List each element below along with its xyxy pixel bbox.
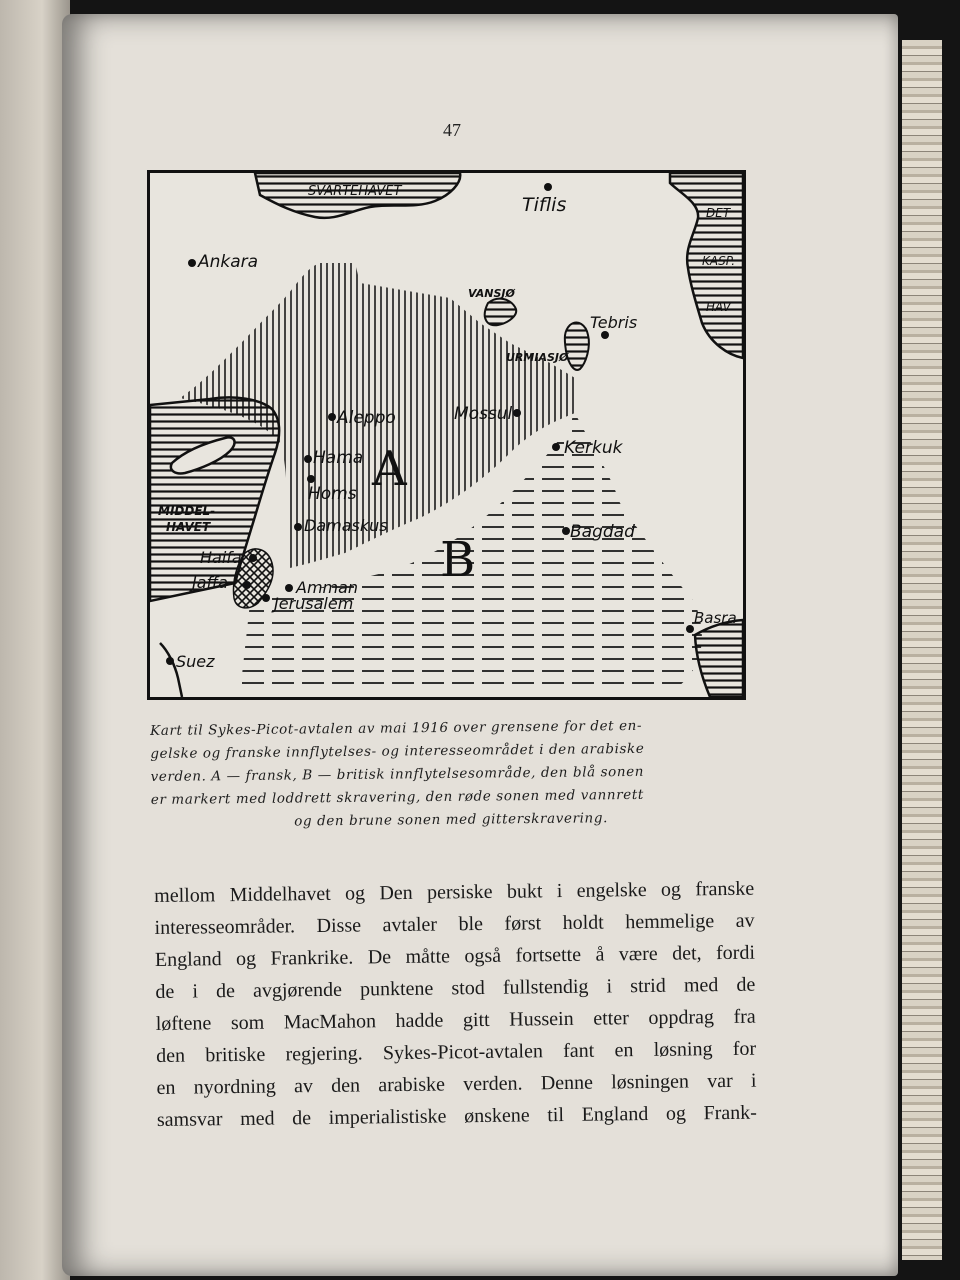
label-damaskus: Damaskus [304, 516, 388, 535]
label-bagdad: Bagdad [570, 522, 635, 542]
body-line: en nyordning av den arabiske verden. Denne løsningen var i [156, 1069, 757, 1099]
lake-urmia [565, 323, 589, 370]
book-page-edges [902, 40, 942, 1260]
label-jerusalem: Jerusalem [274, 594, 354, 613]
label-basra: Basra [694, 609, 737, 627]
label-hav: HAV [706, 300, 731, 314]
sykes-picot-map [147, 170, 746, 700]
label-urmiasjo: URMIASJØ [506, 351, 569, 364]
label-zone-a: A [372, 441, 407, 497]
label-hama: Hama [313, 448, 364, 468]
body-paragraph [154, 873, 757, 1136]
body-line: den britiske regjering. Sykes-Picot-avtalen fant en løsning for [156, 1037, 757, 1067]
body-line: løftene som MacMahon hadde gitt Hussein etter oppdrag fra [155, 1005, 756, 1035]
label-kerkuk: Kerkuk [564, 438, 623, 458]
caption-line: verden. A — fransk, B — britisk innflytelsesområde, den blå sonen [150, 763, 645, 785]
map-drawing [150, 173, 743, 697]
label-ankara: Ankara [198, 252, 259, 272]
body-line: mellom Middelhavet og Den persiske bukt i engelske og franske [154, 877, 755, 907]
persian-gulf [695, 620, 743, 697]
caption-line: Kart til Sykes-Picot-avtalen av mai 1916 over grensene for det en- [150, 717, 643, 739]
label-amman: Amman [296, 578, 359, 597]
left-page-edge [0, 0, 70, 1280]
label-vansjo: VANSJØ [468, 287, 515, 300]
page-number: 47 [443, 120, 461, 140]
label-aleppo: Aleppo [337, 408, 396, 428]
label-middel: MIDDEL- [158, 504, 216, 518]
label-zone-b: B [440, 532, 476, 588]
label-tebris: Tebris [590, 313, 638, 332]
label-jaffa: Jaffa [192, 573, 228, 592]
body-line: interesseområder. Disse avtaler ble først holdt hemmelige av [154, 909, 755, 939]
label-haifa: Haifa [200, 548, 242, 567]
body-line: samsvar med de imperialistiske ønskene til England og Frank- [156, 1101, 758, 1131]
lake-van [485, 299, 516, 326]
label-tiflis: Tiflis [522, 194, 567, 216]
label-kasp: KASP. [702, 254, 736, 268]
body-line: England og Frankrike. De måtte også fortsette å være det, fordi [154, 941, 756, 971]
label-det: DET [706, 206, 731, 220]
body-line: de i de avgjørende punktene stod fullstendig i strid med de [155, 973, 756, 1003]
label-mossul: Mossul [454, 404, 513, 424]
caption-line: og den brune sonen med gitterskravering. [294, 810, 609, 830]
caption-line: gelske og franske innflytelses- og interesseområdet i den arabiske [150, 740, 645, 762]
label-havet: HAVET [166, 520, 211, 534]
label-homs: Homs [308, 484, 357, 504]
caption-line: er markert med loddrett skravering, den røde sonen med vannrett [150, 786, 644, 808]
map-caption [150, 714, 751, 835]
label-svartehavet: SVARTEHAVET [308, 184, 402, 199]
label-suez: Suez [176, 652, 215, 671]
